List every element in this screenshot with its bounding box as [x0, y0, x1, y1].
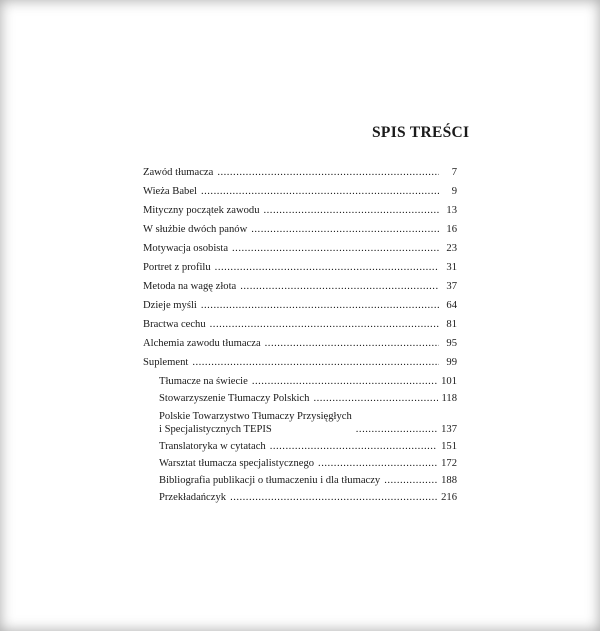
toc-subentry-page: 137: [441, 424, 457, 435]
dot-leader: [240, 280, 439, 293]
toc-entry: [143, 236, 457, 255]
toc-entry-title: Suplement: [143, 357, 189, 368]
toc-entry-page: 95: [446, 338, 457, 349]
dot-leader: [210, 318, 439, 331]
dot-leader: [230, 491, 437, 504]
toc-heading: SPIS TREŚCI: [372, 124, 470, 141]
dot-leader: [192, 356, 439, 369]
toc-subentry-title: Warsztat tłumacza specjalistycznego: [159, 458, 315, 469]
toc-subentry-title: Tłumacze na świecie: [159, 376, 248, 387]
dot-leader: [217, 166, 439, 179]
toc-entry: [143, 274, 457, 293]
toc-subentry-page: 216: [441, 492, 457, 503]
toc-entry-title: Wieża Babel: [143, 186, 197, 197]
toc-subentry-page: 188: [441, 475, 457, 486]
dot-leader: [251, 223, 439, 236]
toc-subentry-page: 151: [441, 441, 457, 452]
toc-subentry-title: Bibliografia publikacji o tłumaczeniu i dla tłumaczy: [159, 475, 381, 486]
toc-entry: [143, 160, 457, 179]
dot-leader: [252, 375, 437, 388]
toc-entry: [143, 217, 457, 236]
toc-entry-page: 16: [446, 224, 457, 235]
dot-leader: [201, 299, 439, 312]
toc-subentry-page: 101: [441, 376, 457, 387]
toc-sublist: [143, 371, 457, 504]
toc-entry: [143, 350, 457, 369]
dot-leader: [201, 185, 439, 198]
toc-entry-title: Dzieje myśli: [143, 300, 197, 311]
toc-entry-page: 64: [446, 300, 457, 311]
toc-entry-page: 81: [446, 319, 457, 330]
toc-entry-page: 99: [446, 357, 457, 368]
toc-entry-title: Alchemia zawodu tłumacza: [143, 338, 261, 349]
toc-entry: [143, 293, 457, 312]
toc-entry: [143, 179, 457, 198]
dot-leader: [384, 474, 437, 487]
toc-subentry: [159, 388, 457, 405]
dot-leader: [318, 457, 437, 470]
toc-subentry-title: Stowarzyszenie Tłumaczy Polskich: [159, 393, 310, 404]
toc-subentry: [159, 487, 457, 504]
toc-subentry-title-line2: i Specjalistycznych TEPIS: [159, 424, 272, 435]
toc-subentry-title: [159, 410, 356, 436]
toc-entry-title: Motywacja osobista: [143, 243, 229, 254]
toc-subentry: [159, 405, 457, 436]
dot-leader: [232, 242, 439, 255]
toc-entry-page: 7: [451, 167, 457, 178]
toc-subentry-title: Translatoryka w cytatach: [159, 441, 266, 452]
toc-entry: [143, 331, 457, 350]
dot-leader: [356, 423, 437, 436]
toc-entry-title: Mityczny początek zawodu: [143, 205, 260, 216]
toc-subentry: [159, 470, 457, 487]
dot-leader: [264, 204, 440, 217]
toc-subentry: [159, 436, 457, 453]
toc-entry-page: 9: [451, 186, 457, 197]
toc-subentry-title-line1: Polskie Towarzystwo Tłumaczy Przysięgłych: [159, 411, 352, 422]
toc-subentry-page: 118: [441, 393, 457, 404]
toc-subentry-page: 172: [441, 458, 457, 469]
toc-subentry-title: Przekładańczyk: [159, 492, 227, 503]
dot-leader: [270, 440, 437, 453]
toc-entry-title: Metoda na wagę złota: [143, 281, 237, 292]
toc-subentry: [159, 371, 457, 388]
dot-leader: [215, 261, 439, 274]
table-of-contents: [143, 160, 457, 504]
toc-entry: [143, 198, 457, 217]
toc-entry-page: 23: [446, 243, 457, 254]
dot-leader: [313, 392, 437, 405]
toc-entry-page: 13: [446, 205, 457, 216]
toc-entry-title: Zawód tłumacza: [143, 167, 214, 178]
toc-entry-page: 37: [446, 281, 457, 292]
toc-entry-title: Portret z profilu: [143, 262, 211, 273]
toc-entry: [143, 255, 457, 274]
dot-leader: [265, 337, 439, 350]
toc-entry-title: Bractwa cechu: [143, 319, 206, 330]
toc-entry: [143, 312, 457, 331]
toc-entry-page: 31: [446, 262, 457, 273]
toc-subentry: [159, 453, 457, 470]
toc-entry-title: W służbie dwóch panów: [143, 224, 248, 235]
